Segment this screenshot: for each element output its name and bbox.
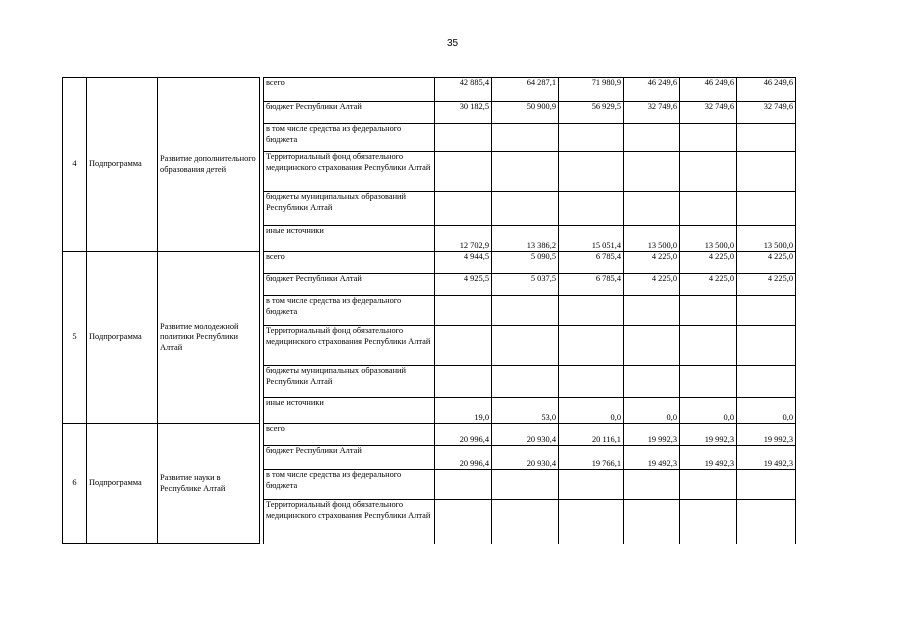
- amount-cell: 5 037,5: [492, 274, 559, 296]
- amount-cell: 53,0: [492, 398, 559, 424]
- amount-cell: [435, 124, 492, 152]
- amount-cell: [492, 124, 559, 152]
- amount-cell: 4 225,0: [624, 252, 680, 274]
- funding-source-label: Территориальный фонд обязательного медицинского страхования Республики Алтай: [264, 326, 435, 366]
- amount-cell: [435, 152, 492, 192]
- amount-cell: [737, 470, 796, 500]
- amount-cell: [737, 296, 796, 326]
- amount-cell: 15 051,4: [559, 226, 624, 252]
- amount-cell: 20 930,4: [492, 424, 559, 446]
- amount-cell: [559, 366, 624, 398]
- amount-cell: 6 785,4: [559, 274, 624, 296]
- amount-cell: [435, 192, 492, 226]
- amount-cell: 32 749,6: [680, 102, 737, 124]
- amount-cell: [492, 152, 559, 192]
- funding-source-label: всего: [264, 78, 435, 102]
- amount-cell: 0,0: [680, 398, 737, 424]
- amount-cell: [559, 192, 624, 226]
- amount-cell: [680, 366, 737, 398]
- funding-source-label: в том числе средства из федерального бюджета: [264, 470, 435, 500]
- subprogram-type: Подпрограмма: [87, 424, 158, 544]
- amount-cell: [680, 124, 737, 152]
- amount-cell: 13 386,2: [492, 226, 559, 252]
- amount-cell: 0,0: [737, 398, 796, 424]
- funding-source-label: Территориальный фонд обязательного медицинского страхования Республики Алтай: [264, 152, 435, 192]
- amount-cell: 13 500,0: [624, 226, 680, 252]
- amount-cell: [624, 124, 680, 152]
- amount-cell: 4 225,0: [737, 252, 796, 274]
- amount-cell: [624, 500, 680, 544]
- amount-cell: [680, 192, 737, 226]
- funding-source-label: бюджеты муниципальных образований Республики Алтай: [264, 366, 435, 398]
- amount-cell: [492, 296, 559, 326]
- amount-cell: [559, 470, 624, 500]
- amount-cell: 19 992,3: [680, 424, 737, 446]
- funding-source-label: бюджеты муниципальных образований Республики Алтай: [264, 192, 435, 226]
- amount-cell: 19 492,3: [624, 446, 680, 470]
- funding-source-label: в том числе средства из федерального бюджета: [264, 296, 435, 326]
- amount-cell: [492, 470, 559, 500]
- funding-source-label: иные источники: [264, 398, 435, 424]
- funding-source-label: всего: [264, 252, 435, 274]
- amount-cell: 4 225,0: [624, 274, 680, 296]
- amount-cell: 4 225,0: [680, 252, 737, 274]
- amount-cell: 19 992,3: [737, 424, 796, 446]
- amount-cell: 19 492,3: [680, 446, 737, 470]
- amount-cell: [624, 326, 680, 366]
- amount-cell: [624, 152, 680, 192]
- amount-cell: [492, 500, 559, 544]
- amount-cell: 46 249,6: [680, 78, 737, 102]
- amount-cell: 4 225,0: [680, 274, 737, 296]
- subprogram-name: Развитие молодежной политики Республики Алтай: [158, 252, 260, 424]
- funding-source-label: иные источники: [264, 226, 435, 252]
- amount-cell: 20 930,4: [492, 446, 559, 470]
- amount-cell: 64 287,1: [492, 78, 559, 102]
- amount-cell: 13 500,0: [680, 226, 737, 252]
- amount-cell: 19 766,1: [559, 446, 624, 470]
- amount-cell: [680, 152, 737, 192]
- amount-cell: 19,0: [435, 398, 492, 424]
- amount-cell: [680, 500, 737, 544]
- amount-cell: [624, 470, 680, 500]
- amount-cell: [624, 296, 680, 326]
- amount-cell: [492, 366, 559, 398]
- amount-cell: 42 885,4: [435, 78, 492, 102]
- amount-cell: 30 182,5: [435, 102, 492, 124]
- amount-cell: [559, 152, 624, 192]
- funding-source-label: бюджет Республики Алтай: [264, 274, 435, 296]
- amount-cell: 4 925,5: [435, 274, 492, 296]
- subprogram-number: 4: [63, 78, 87, 252]
- amount-cell: 4 225,0: [737, 274, 796, 296]
- funding-source-label: всего: [264, 424, 435, 446]
- amount-cell: [737, 192, 796, 226]
- amount-cell: 12 702,9: [435, 226, 492, 252]
- amount-cell: 46 249,6: [737, 78, 796, 102]
- amount-cell: [737, 366, 796, 398]
- amount-cell: [435, 326, 492, 366]
- funding-source-label: бюджет Республики Алтай: [264, 102, 435, 124]
- amount-cell: 20 116,1: [559, 424, 624, 446]
- amount-cell: 5 090,5: [492, 252, 559, 274]
- amount-cell: [680, 326, 737, 366]
- amount-cell: [680, 470, 737, 500]
- amount-cell: [559, 326, 624, 366]
- amount-cell: [737, 326, 796, 366]
- amount-cell: 0,0: [624, 398, 680, 424]
- amount-cell: [737, 152, 796, 192]
- funding-source-label: бюджет Республики Алтай: [264, 446, 435, 470]
- amount-cell: [559, 296, 624, 326]
- amount-cell: 13 500,0: [737, 226, 796, 252]
- amount-cell: [492, 326, 559, 366]
- amount-cell: [737, 124, 796, 152]
- amount-cell: 19 992,3: [624, 424, 680, 446]
- amount-cell: 20 996,4: [435, 424, 492, 446]
- budget-table: [62, 77, 796, 544]
- subprogram-name: Развитие дополнительного образования детей: [158, 78, 260, 252]
- amount-cell: 19 492,3: [737, 446, 796, 470]
- amount-cell: [559, 500, 624, 544]
- amount-cell: [435, 366, 492, 398]
- subprogram-type: Подпрограмма: [87, 252, 158, 424]
- amount-cell: 4 944,5: [435, 252, 492, 274]
- page-number: 35: [446, 38, 459, 49]
- amount-cell: 20 996,4: [435, 446, 492, 470]
- amount-cell: 0,0: [559, 398, 624, 424]
- subprogram-name: Развитие науки в Республике Алтай: [158, 424, 260, 544]
- amount-cell: [435, 500, 492, 544]
- amount-cell: 6 785,4: [559, 252, 624, 274]
- amount-cell: [435, 470, 492, 500]
- amount-cell: [559, 124, 624, 152]
- subprogram-number: 6: [63, 424, 87, 544]
- amount-cell: 71 980,9: [559, 78, 624, 102]
- amount-cell: 56 929,5: [559, 102, 624, 124]
- amount-cell: [624, 192, 680, 226]
- funding-source-label: Территориальный фонд обязательного медицинского страхования Республики Алтай: [264, 500, 435, 544]
- subprogram-number: 5: [63, 252, 87, 424]
- amount-cell: [492, 192, 559, 226]
- amount-cell: 32 749,6: [624, 102, 680, 124]
- amount-cell: 32 749,6: [737, 102, 796, 124]
- amount-cell: [435, 296, 492, 326]
- amount-cell: 50 900,9: [492, 102, 559, 124]
- funding-source-label: в том числе средства из федерального бюджета: [264, 124, 435, 152]
- amount-cell: 46 249,6: [624, 78, 680, 102]
- subprogram-type: Подпрограмма: [87, 78, 158, 252]
- amount-cell: [680, 296, 737, 326]
- amount-cell: [624, 366, 680, 398]
- amount-cell: [737, 500, 796, 544]
